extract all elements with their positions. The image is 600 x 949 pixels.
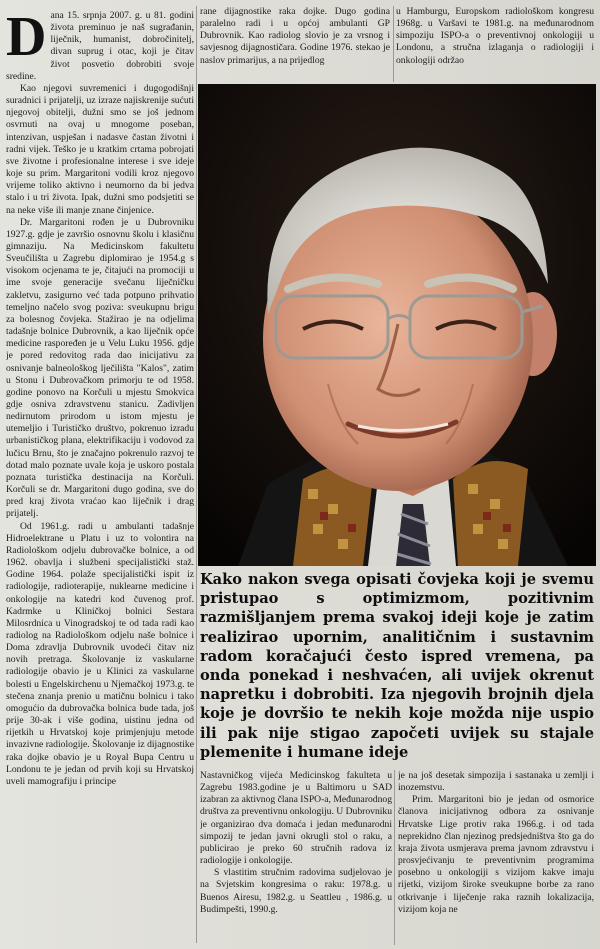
article-paragraph: Kao njegovi suvremenici i dugogodišnji suradnici i prijatelji, uz izraze najiskrenije sućuti njegovoj obitelji, dužni smo se još jednom osvrnuti na ovaj u mnogome poseban, intenzivan, uspješan i nadasve častan životni i radni vijek. Teško je u kratkim crtama pobrojati sve životne i profesionalne interese i sve ideje koje su prim. Margaritoni vodili kroz njegovo vrijeme toliko aktivno i neumorno da bi jedva stalo i u tri života. Ipak, dužni smo podsjetiti se na neke više ili manje znane činjenice. — [6, 82, 194, 216]
article-paragraph: Nastavničkog vijeća Medicinskog fakulteta u Zagrebu 1983.godine je u Baltimoru u SAD izabran za aktivnog člana ISPO-a, Međunarodnog društva za preventivnu onkologiju. U Dubrovniku je organizirao dva domaća i jedan međunarodni simpozij te jedan javni okrugli stol o raku, a publicirao je preko 60 stručnih radova iz radiologije i onkologije. — [200, 770, 392, 867]
column-divider — [196, 6, 197, 943]
article-paragraph: je na još desetak simpozija i sastanaka u zemlji i inozemstvu. — [398, 770, 594, 794]
article-paragraph: u Hamburgu, Europskom radiološkom kongresu 1968g. u Varšavi te 1981.g. na međunarodnom simpoziju ISPO-a o preventivnoj onkologiji u Londonu, a stručna izlaganja o radiologiji i onkologiji održao — [396, 6, 594, 66]
portrait-photo — [198, 84, 596, 566]
article-paragraph: Od 1961.g. radi u ambulanti tadašnje Hidroelektrane u Platu i uz to volontira na Radiološkom odjelu dubrovačke bolnice, a od 1962. obavlja i službeni specijalistički staž. Godine 1964. polaže specijalistički ispit iz radiologije, radioterapije, nuklearne medicine i onkologije na katedri kod čuvenog prof. Kadrmke u Kliničkoj bolnici Sestara Milosrdnica u Vinogradskoj te od tada radi kao radiolog na Radiološkom odjelu naše bolnice i Doma zdravlja Dubrovnik uvodeći čitav niz novih pretraga. Školovanje iz vaskularne radiologije obavio je u Klinici za vaskularne bolesti u Engelskirchenu u Njemačkoj 1973.g. te stečena znanja prenio u matičnu bolnicu i tako omogućio da dubrovačka bolnica bude tada, još prije 30-ak i više godina, uistinu jedna od rijetkih u Hrvatskoj koje primjenjuju metode invazivne radiologije. Školovanje iz dijagnostike raka dojke obavio je u Royal Bupa Centru u Londonu te je jedan od prvih koji su Hrvatskoj uveli mamografiju i principe — [6, 520, 194, 787]
portrait-illustration — [198, 84, 596, 566]
pull-quote: Kako nakon svega opisati čovjeka koji je svemu pristupao s optimizmom, pozitivnim razmišljanjem prema svakoj ideji koje je zatim realizirao upornim, analitičnim i sustavnim radom koračajući često ispred vremena, pa onda ponekad i neshvaćen, ali uvijek okrenut napretku i dobrobiti. Iza njegovih brojnih djela koje je dovršio te nekih koje možda nije uspio ili pak nije stigao započeti uvijek su stajale plemenite i humane ideje — [200, 571, 594, 761]
drop-cap: D — [6, 10, 47, 68]
article-column-bottom-right — [398, 770, 594, 945]
article-paragraph: Prim. Margaritoni bio je jedan od osmorice članova inicijativnog odbora za osnivanje Hrvatske Lige protiv raka 1966.g. i od tada neprekidno član njezinog predsjedništva što ga do kraja života usmjerava prema javnom zdravstvu i prosvjećivanju te preventivnim programima posebno u onkologiji s vizijom kakve imaju rijetki, vizijom široke sveukupne borbe za rano otkrivanje i liječenje raka raznih lokalizacija, vizijom koja ne — [398, 794, 594, 915]
article-paragraph: Dr. Margaritoni rođen je u Dubrovniku 1927.g. gdje je završio osnovnu školu i klasičnu gimnaziju. Na Medicinskom fakultetu Sveučilišta u Zagrebu diplomirao je 1954.g s visokom ocjenama te je, čitajući na promociji u ime svoje generacije svečanu liječničku zakletvu, zasigurno već tada potpuno prihvatio temeljno načelo svog poziva: sveukupnu brigu za bolesnog čovjeka. Stažirao je na odjelima tadašnje bolnice Dubrovnik, a kao liječnik opće medicine raspoređen je u Velu Luku 1956. gdje je pored redovitog rada dao inicijativu za osnivanje balneološkog lječilišta "Kalos", zatim u Stonu i Dubrovačkom primorju te od 1958. godine ponovo na Korčuli u mjestu Smokvica gdje osniva zdravstvenu stanicu. Zadivljen nedirnutom prirodom u istom mjestu je utemeljio i Turističko društvo, pokrenuo izradu urbanističkog plana, elektrifikaciju i vodovod za lučicu Brnu, što je značajno pokrenulo razvoj te dotad malo poznate uvale koja je uskoro postala poznata turistička destinacija na Korčuli. Korčuli se dr. Margaritoni dugo godina, sve do pred kraj života vraćao kao liječnik i drag prijatelj. — [6, 216, 194, 520]
column-divider — [393, 6, 394, 82]
article-column-bottom-middle — [200, 770, 392, 945]
article-paragraph: rane dijagnostike raka dojke. Dugo godina paralelno radi i u općoj ambulanti GP Dubrovnik. Kao radiolog slovio je za vrsnog i savjesnog dijagnostičara. Godine 1976. stekao je naslov primarijus, a na prijedlog — [200, 6, 390, 66]
article-column-top-middle — [200, 6, 390, 82]
article-paragraph: S vlastitim stručnim radovima sudjelovao je na Svjetskim kongresima o raku: 1978.g. u Buenos Airesu, 1982.g. u Seattleu , 1986.g. u Budimpešti, 1990.g. — [200, 867, 392, 915]
article-column-left — [6, 10, 194, 945]
article-column-top-right — [396, 6, 594, 82]
column-divider — [394, 770, 395, 945]
article-paragraph: Dana 15. srpnja 2007. g. u 81. godini života preminuo je naš sugrađanin, liječnik, humanist, dobročinitelj, divan suprug i otac, koji je čitav život posvetio dobrobiti svoje sredine. — [6, 10, 194, 82]
